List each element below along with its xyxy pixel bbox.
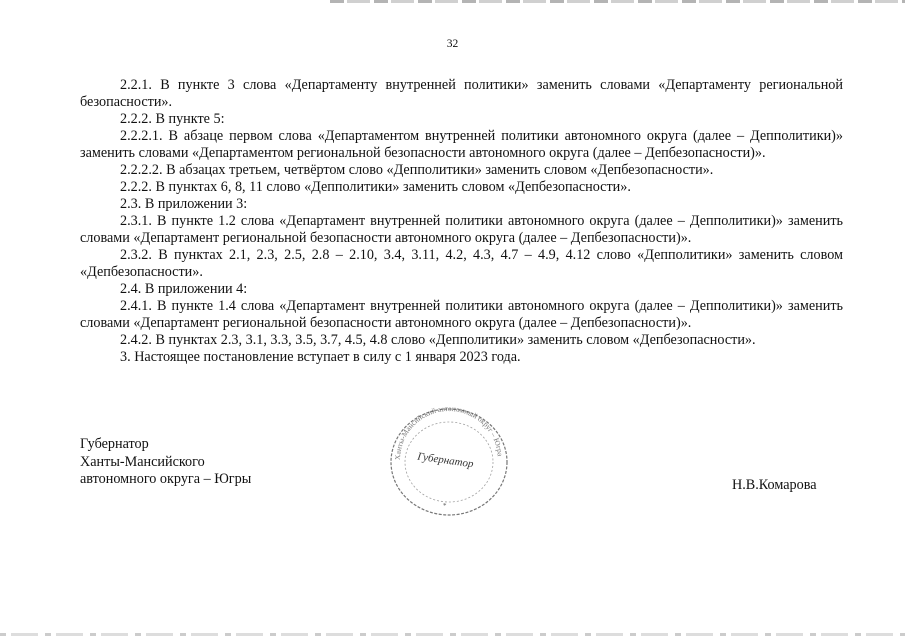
paragraph-2-2-2: 2.2.2. В пункте 5: — [120, 111, 225, 127]
paragraph-2-3-2: 2.3.2. В пунктах 2.1, 2.3, 2.5, 2.8 – 2.10, 3.4, 3.11, 4.2, 4.3, 4.7 – 4.9, 4.12 слово «Депполитики» заменить словом «Депбезопасности». — [80, 247, 843, 280]
paragraph-2-3: 2.3. В приложении 3: — [120, 196, 248, 212]
paragraph-2-2-2-2: 2.2.2.2. В абзацах третьем, четвёртом слово «Депполитики» заменить словом «Депбезопасности». — [120, 162, 714, 178]
svg-text:Ханты-Мансийский автономный ок: Ханты-Мансийский автономный округ – Югра — [392, 403, 505, 461]
document-body — [80, 77, 843, 366]
svg-text:Губернатор: Губернатор — [416, 450, 475, 471]
scan-edge-bottom — [0, 633, 905, 636]
paragraph-2-4-2: 2.4.2. В пунктах 2.3, 3.1, 3.3, 3.5, 3.7, 4.5, 4.8 слово «Депполитики» заменить словом «Депбезопасности». — [120, 332, 756, 348]
paragraph-2-3-1: 2.3.1. В пункте 1.2 слова «Департамент внутренней политики автономного округа (далее – Депполитики)» заменить словами «Департамент региональной безопасности автономного округа (далее – Депбезопасности)». — [80, 213, 843, 246]
paragraph-2-2-1: 2.2.1. В пункте 3 слова «Департаменту внутренней политики» заменить словами «Департаменту региональной безопасности». — [80, 77, 843, 110]
official-seal-stamp — [383, 402, 515, 518]
page-number: 32 — [446, 38, 459, 50]
signatory-title-line-1: Губернатор — [80, 436, 149, 452]
signatory-title-line-2: Ханты-Мансийского — [80, 453, 205, 470]
svg-text:*: * — [443, 502, 447, 510]
signatory-title-line-3: автономного округа – Югры — [80, 471, 252, 487]
paragraph-2-4: 2.4. В приложении 4: — [120, 281, 248, 297]
paragraph-3: 3. Настоящее постановление вступает в силу с 1 января 2023 года. — [120, 349, 521, 365]
scan-edge-top — [330, 0, 905, 3]
signatory-name: Н.В.Комарова — [732, 477, 817, 493]
signature-block — [80, 436, 251, 489]
paragraph-2-2-2-1: 2.2.2.1. В абзаце первом слова «Департаментом внутренней политики автономного округа (далее – Депполитики)» заменить словами «Департаментом региональной безопасности автономного округа (далее – Депбезопасности)». — [80, 128, 843, 161]
paragraph-2-2-2-b: 2.2.2. В пунктах 6, 8, 11 слово «Депполитики» заменить словом «Депбезопасности». — [120, 179, 631, 195]
paragraph-2-4-1: 2.4.1. В пункте 1.4 слова «Департамент внутренней политики автономного округа (далее – Депполитики)» заменить словами «Департамент региональной безопасности автономного округа (далее – Депбезопасности)». — [80, 298, 843, 331]
